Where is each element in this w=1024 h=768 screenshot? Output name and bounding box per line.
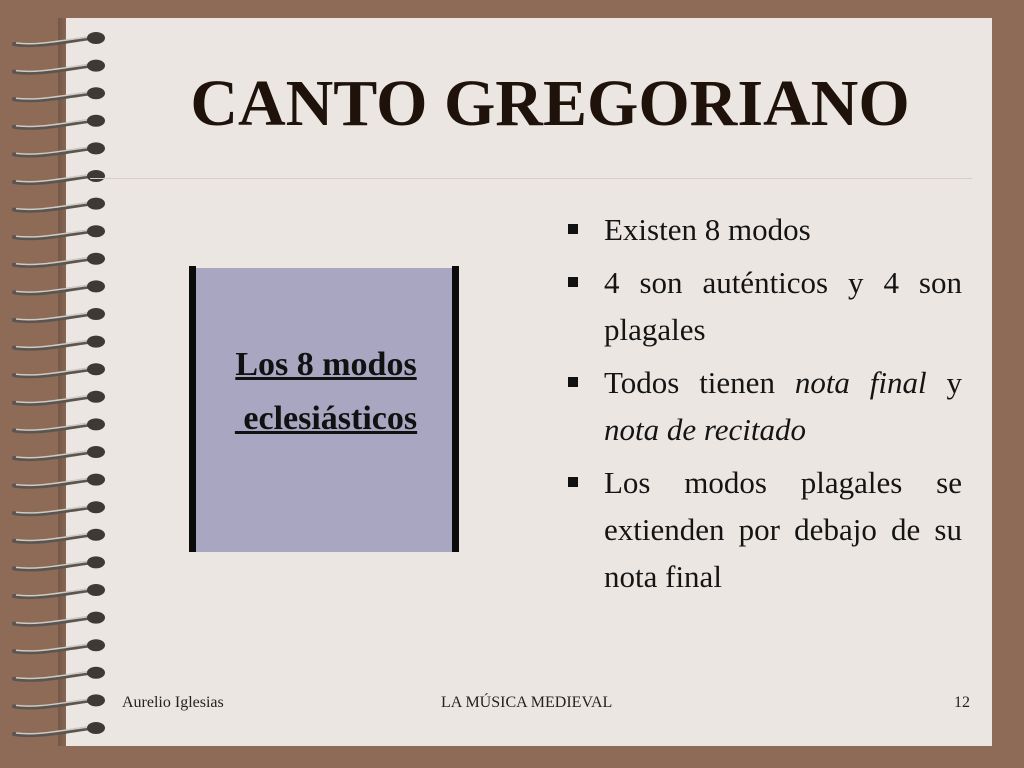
spiral-hole xyxy=(87,60,105,72)
spiral-hole xyxy=(87,170,105,182)
spiral-hole xyxy=(87,639,105,651)
spiral-hole xyxy=(87,363,105,375)
footer-page-number: 12 xyxy=(954,694,970,711)
bullet-text: Existen 8 modos xyxy=(604,212,811,247)
spiral-hole xyxy=(87,694,105,706)
bullet-item xyxy=(566,206,962,253)
bullet-list xyxy=(566,206,962,606)
spiral-hole xyxy=(87,115,105,127)
square-bullet-icon xyxy=(568,377,578,387)
spiral-hole xyxy=(87,32,105,44)
square-bullet-icon xyxy=(568,477,578,487)
footer-author: Aurelio Iglesias xyxy=(122,694,224,711)
spiral-binding-icon xyxy=(0,0,130,768)
square-bullet-icon xyxy=(568,224,578,234)
spiral-hole xyxy=(87,446,105,458)
spiral-hole xyxy=(87,418,105,430)
spiral-hole xyxy=(87,667,105,679)
spiral-hole xyxy=(87,280,105,292)
spiral-hole xyxy=(87,336,105,348)
bullet-emphasis: nota final xyxy=(794,365,927,400)
spiral-hole xyxy=(87,253,105,265)
bullet-item xyxy=(566,359,962,453)
modes-box-label xyxy=(196,338,456,446)
spiral-hole xyxy=(87,584,105,596)
spiral-hole xyxy=(87,556,105,568)
square-bullet-icon xyxy=(568,277,578,287)
spiral-hole xyxy=(87,722,105,734)
spiral-hole xyxy=(87,501,105,513)
bullet-text: 4 son auténticos y 4 son plagales xyxy=(604,265,962,347)
bullet-text-part: y xyxy=(926,365,963,400)
footer-course: LA MÚSICA MEDIEVAL xyxy=(441,694,613,711)
spiral-hole xyxy=(87,474,105,486)
spiral-hole xyxy=(87,529,105,541)
spiral-hole xyxy=(87,308,105,320)
spiral-hole xyxy=(87,612,105,624)
box-line-2: eclesiásticos xyxy=(234,400,418,437)
spiral-hole xyxy=(87,225,105,237)
box-left-bar xyxy=(189,266,196,552)
spiral-hole xyxy=(87,198,105,210)
slide-title: CANTO GREGORIANO xyxy=(190,67,910,140)
bullet-item xyxy=(566,459,962,600)
spiral-hole xyxy=(87,87,105,99)
spiral-hole xyxy=(87,142,105,154)
title-divider xyxy=(90,178,972,179)
bullet-item xyxy=(566,259,962,353)
spiral-hole xyxy=(87,391,105,403)
bullet-text-part: Todos tienen xyxy=(604,365,795,400)
box-line-1: Los 8 modos xyxy=(235,346,417,383)
bullet-emphasis: nota de recitado xyxy=(604,412,807,447)
bullet-text: Los modos plagales se extienden por debajo de su nota final xyxy=(604,465,962,594)
